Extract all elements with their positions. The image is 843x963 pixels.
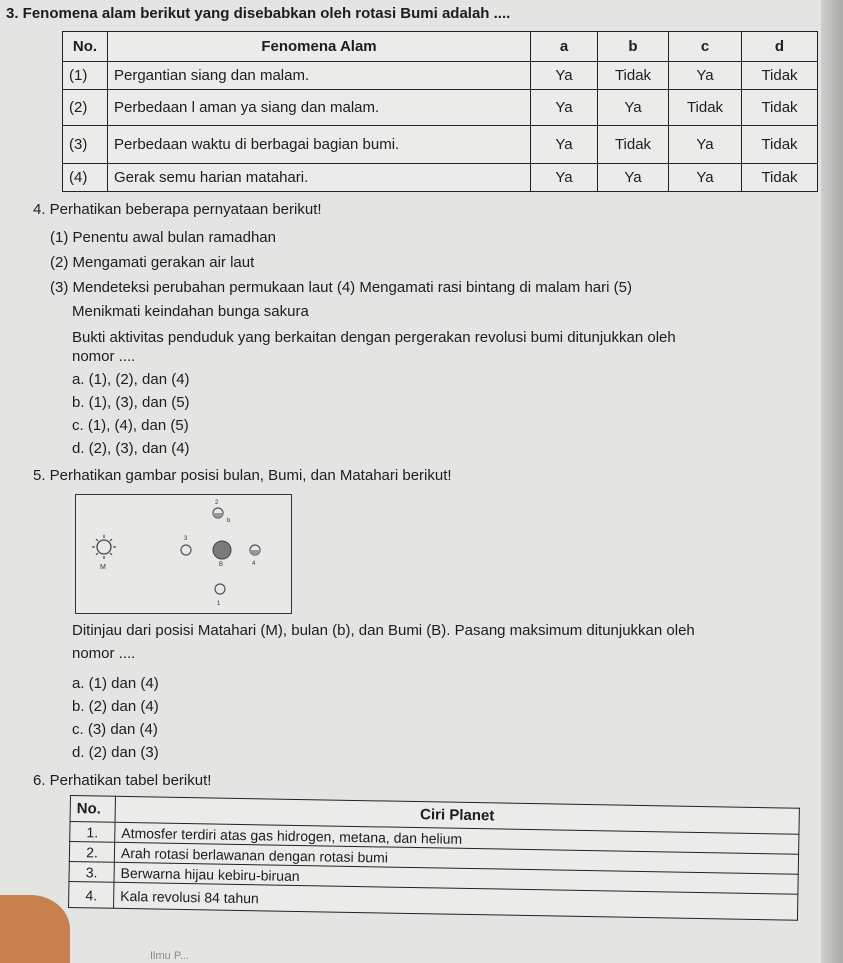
- table-cell: Ya: [598, 90, 669, 126]
- table-cell: Gerak semu harian matahari.: [108, 164, 531, 192]
- table-cell: (3): [63, 126, 108, 164]
- q4-statement-5: Menikmati keindahan bunga sakura: [72, 303, 309, 320]
- table-cell: Tidak: [598, 126, 669, 164]
- table-cell: Ya: [669, 126, 742, 164]
- q3-col-no: No.: [63, 32, 108, 62]
- q5-option-d[interactable]: d. (2) dan (3): [72, 744, 159, 761]
- earth-icon: [213, 541, 231, 559]
- table-cell: (1): [63, 62, 108, 90]
- q6-table: [68, 795, 800, 921]
- sun-icon: [92, 535, 116, 559]
- table-cell: Ya: [531, 62, 598, 90]
- q3-table: [62, 31, 818, 192]
- table-row: [63, 62, 818, 90]
- q4-question: Bukti aktivitas penduduk yang berkaitan dengan pergerakan revolusi bumi ditunjukkan oleh: [72, 329, 676, 346]
- q4-option-b[interactable]: b. (1), (3), dan (5): [72, 394, 190, 411]
- label-2: 2: [215, 500, 219, 506]
- finger-photo-shadow: [0, 895, 70, 963]
- table-cell: Ya: [531, 164, 598, 192]
- table-row: [63, 126, 818, 164]
- q6-stem: 6. Perhatikan tabel berikut!: [33, 772, 212, 789]
- table-cell: 2.: [69, 842, 114, 863]
- q6-col-no: No.: [70, 796, 115, 823]
- table-cell: Tidak: [598, 62, 669, 90]
- q5-option-a[interactable]: a. (1) dan (4): [72, 675, 159, 692]
- table-cell: 3.: [69, 861, 114, 882]
- label-b-earth: B: [219, 562, 224, 568]
- moon-1-icon: [215, 584, 225, 594]
- table-cell: Atmosfer terdiri atas gas hidrogen, metana, dan helium: [115, 822, 799, 854]
- sun-earth-moon-figure: [75, 494, 292, 614]
- q4-question-cont: nomor ....: [72, 348, 136, 365]
- label-1: 1: [217, 601, 221, 607]
- table-cell: Ya: [669, 62, 742, 90]
- q4-option-a[interactable]: a. (1), (2), dan (4): [72, 371, 190, 388]
- label-3: 3: [184, 536, 188, 542]
- table-cell: Perbedaan l aman ya siang dan malam.: [108, 90, 531, 126]
- q4-statement-2: (2) Mengamati gerakan air laut: [50, 254, 255, 271]
- table-cell: Ya: [531, 126, 598, 164]
- q4-option-d[interactable]: d. (2), (3), dan (4): [72, 440, 190, 457]
- label-4: 4: [252, 561, 256, 567]
- q4-option-c[interactable]: c. (1), (4), dan (5): [72, 417, 189, 434]
- table-cell: Tidak: [742, 90, 818, 126]
- q6-col-ciri: Ciri Planet: [115, 796, 799, 834]
- table-cell: (2): [63, 90, 108, 126]
- q3-col-c: c: [669, 32, 742, 62]
- q5-option-c[interactable]: c. (3) dan (4): [72, 721, 158, 738]
- q3-col-d: d: [742, 32, 818, 62]
- q5-stem: 5. Perhatikan gambar posisi bulan, Bumi, dan Matahari berikut!: [33, 467, 452, 484]
- table-cell: Kala revolusi 84 tahun: [114, 882, 798, 920]
- table-cell: Ya: [531, 90, 598, 126]
- q4-statement-1: (1) Penentu awal bulan ramadhan: [50, 229, 276, 246]
- label-b-moon: b: [227, 518, 231, 524]
- q3-col-a: a: [531, 32, 598, 62]
- q3-header-row: [63, 32, 818, 62]
- table-row: [63, 164, 818, 192]
- table-cell: Ya: [598, 164, 669, 192]
- table-cell: Perbedaan waktu di berbagai bagian bumi.: [108, 126, 531, 164]
- table-row: [63, 90, 818, 126]
- table-cell: Ya: [669, 164, 742, 192]
- q5-option-b[interactable]: b. (2) dan (4): [72, 698, 159, 715]
- moon-3-icon: [181, 545, 191, 555]
- q4-statement-3-4: (3) Mendeteksi perubahan permukaan laut (4) Mengamati rasi bintang di malam hari (5): [50, 279, 632, 296]
- footer-faint-text: Ilmu P...: [150, 950, 189, 962]
- table-cell: 4.: [69, 881, 114, 908]
- table-cell: (4): [63, 164, 108, 192]
- q3-stem: 3. Fenomena alam berikut yang disebabkan oleh rotasi Bumi adalah ....: [6, 5, 511, 22]
- q5-question-cont: nomor ....: [72, 645, 136, 662]
- table-cell: Tidak: [669, 90, 742, 126]
- table-cell: Tidak: [742, 62, 818, 90]
- table-cell: Tidak: [742, 164, 818, 192]
- table-cell: 1.: [70, 822, 115, 843]
- q3-col-b: b: [598, 32, 669, 62]
- orbit-diagram: [76, 495, 291, 613]
- table-cell: Pergantian siang dan malam.: [108, 62, 531, 90]
- book-spine-shadow: [821, 0, 843, 963]
- table-cell: Berwarna hijau kebiru-biruan: [114, 862, 798, 894]
- q5-question: Ditinjau dari posisi Matahari (M), bulan (b), dan Bumi (B). Pasang maksimum ditunjukkan oleh: [72, 622, 695, 639]
- q4-stem: 4. Perhatikan beberapa pernyataan berikut!: [33, 201, 322, 218]
- table-cell: Arah rotasi berlawanan dengan rotasi bumi: [114, 842, 798, 874]
- table-cell: Tidak: [742, 126, 818, 164]
- label-m: M: [100, 564, 106, 571]
- q3-col-fenomena: Fenomena Alam: [108, 32, 531, 62]
